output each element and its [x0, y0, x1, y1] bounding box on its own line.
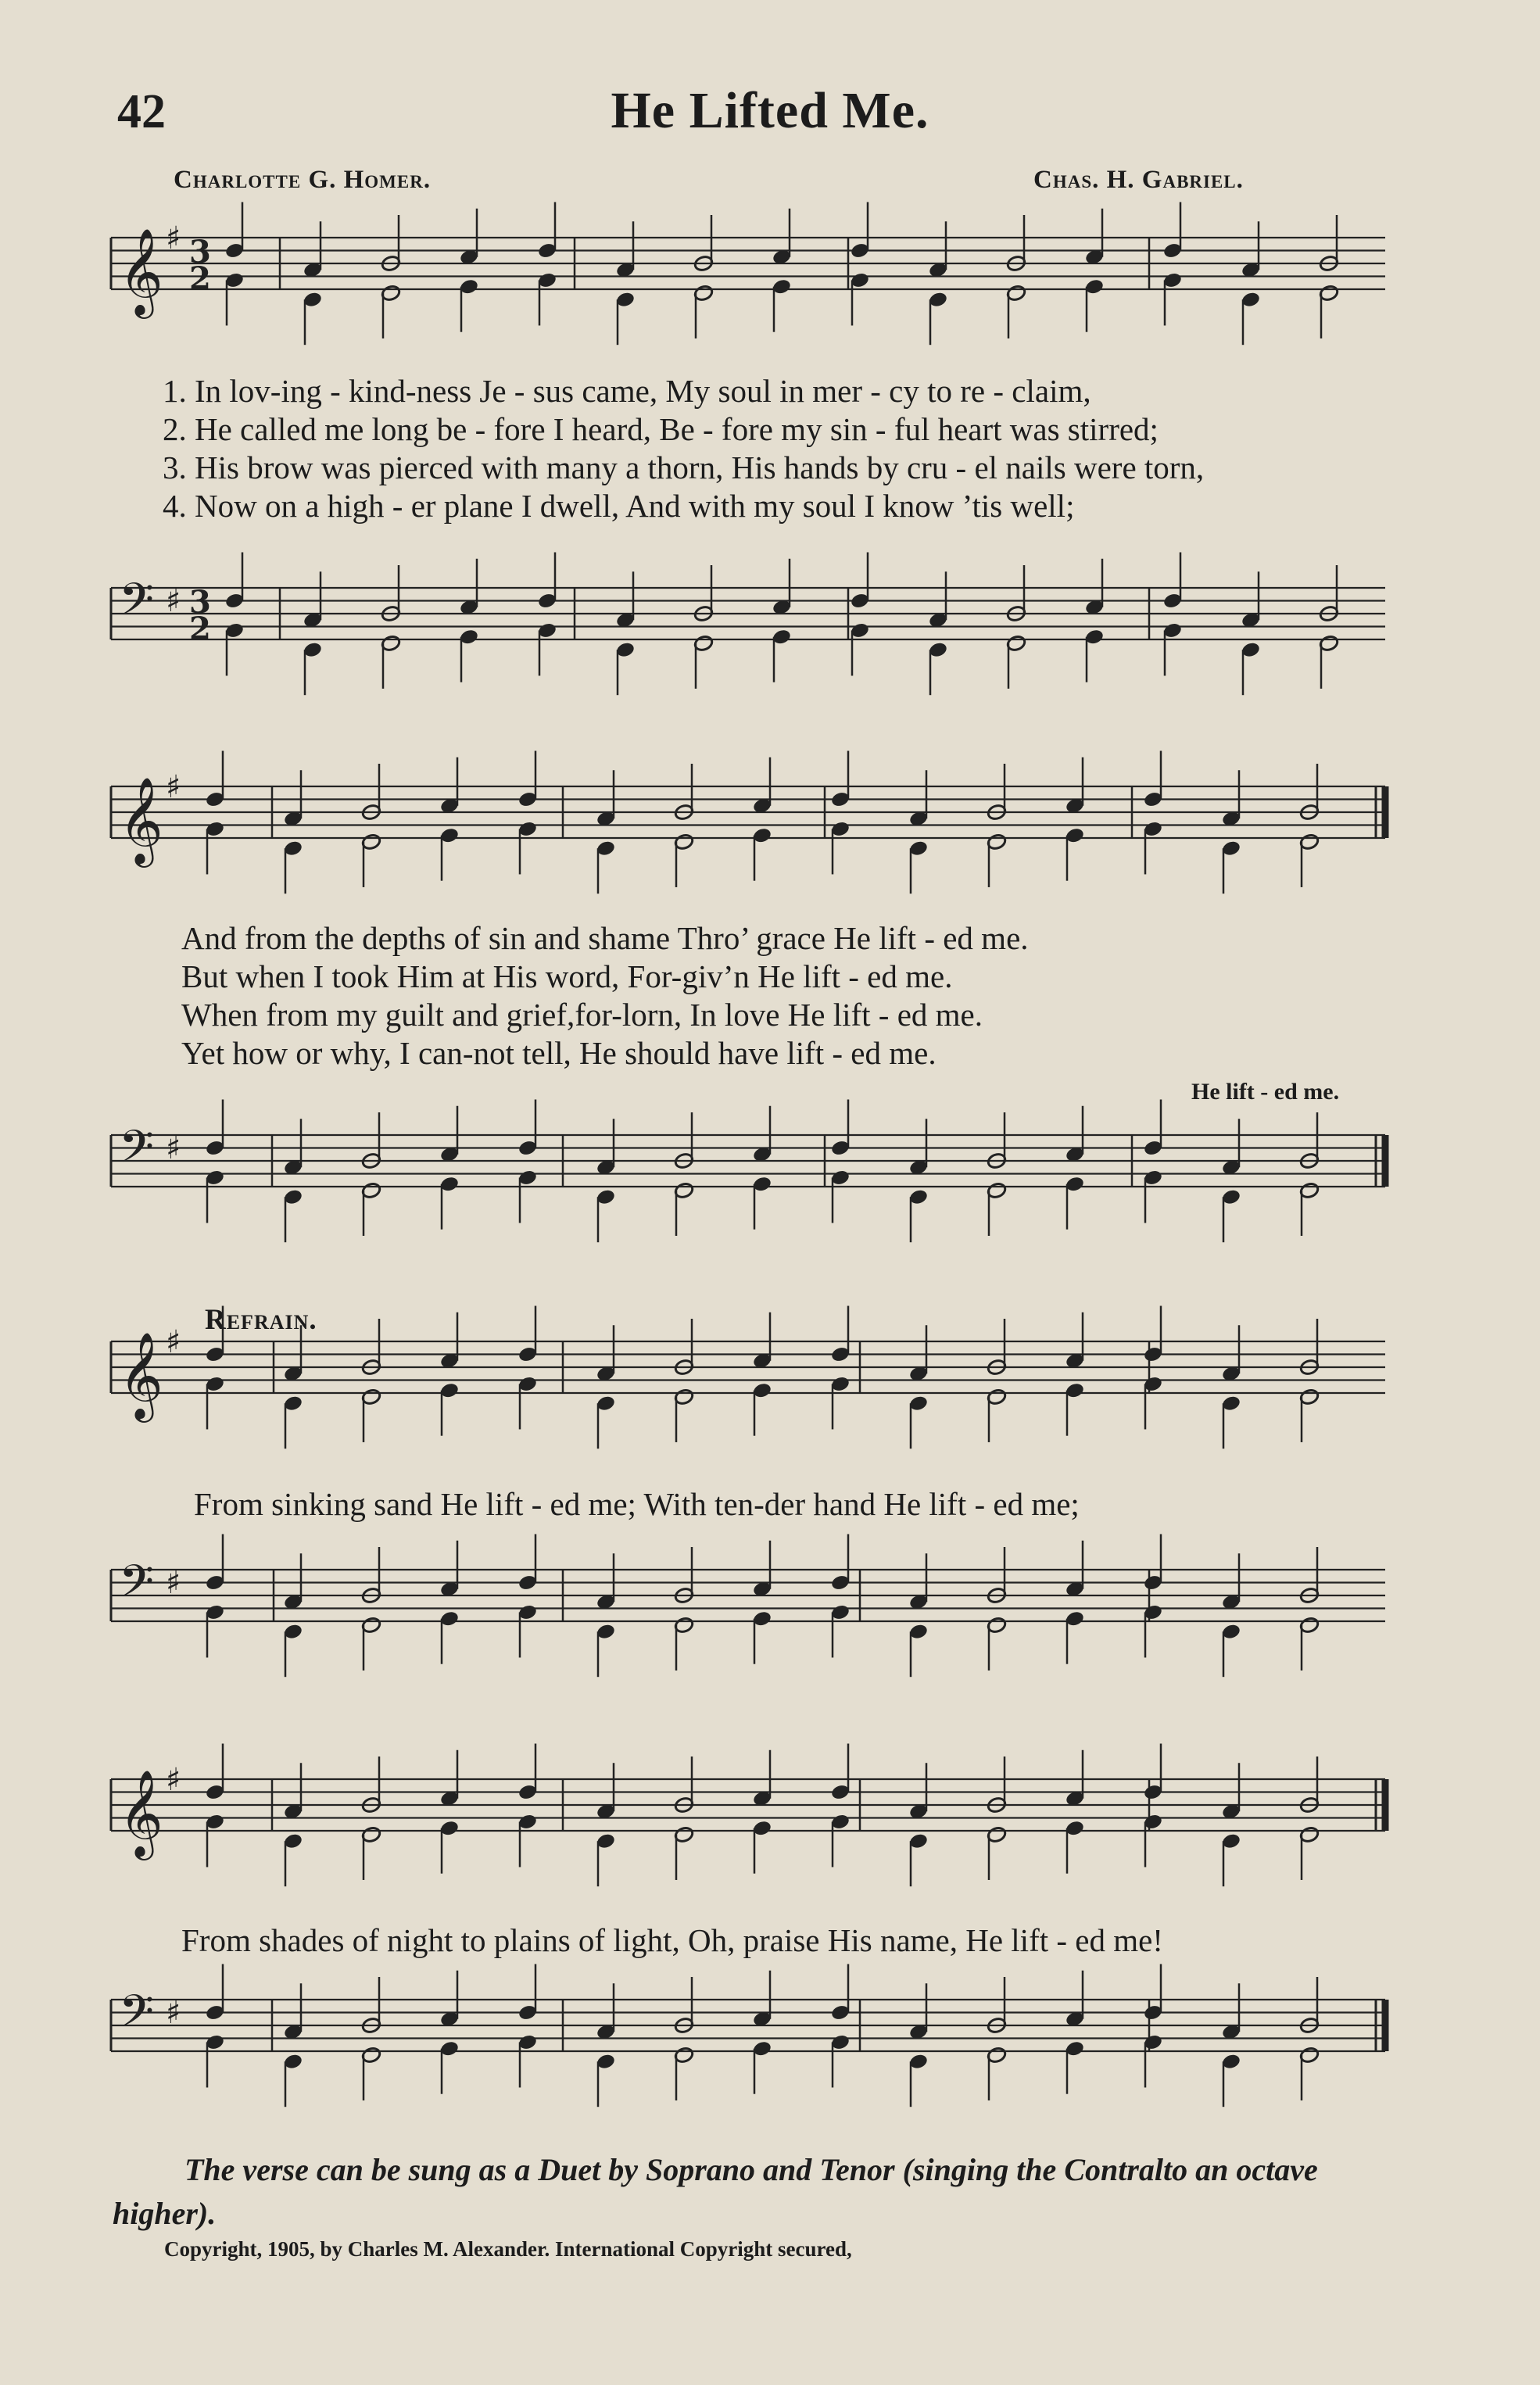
lyric-line: 3. His brow was pierced with many a thorn, His hands by cru - el nails were torn,	[163, 449, 1205, 485]
treble-staff-system-4	[0, 1762, 1540, 1892]
copyright-notice: Copyright, 1905, by Charles M. Alexander. International Copyright secured,	[164, 2237, 852, 2261]
lyric-line: But when I took Him at His word, For-giv’n He lift - ed me.	[181, 958, 953, 994]
bass-clef-icon: 𝄢	[119, 1985, 155, 2049]
key-signature-sharp-icon: ♯	[166, 583, 181, 619]
tenor-echo-lyric: He lift - ed me.	[1191, 1079, 1340, 1105]
key-signature-sharp-icon: ♯	[166, 769, 181, 805]
treble-clef-icon: 𝄞	[119, 776, 163, 864]
time-signature: 3	[189, 234, 211, 270]
time-signature: 2	[189, 260, 211, 297]
key-signature-sharp-icon: ♯	[166, 1130, 181, 1166]
bass-clef-icon: 𝄢	[119, 573, 155, 637]
bass-staff-system-2	[0, 1120, 1540, 1235]
refrain-lyric-2: From shades of night to plains of light, Oh, praise His name, He lift - ed me!	[181, 1922, 1163, 1958]
refrain-lyric-1: From sinking sand He lift - ed me; With ten-der hand He lift - ed me;	[194, 1486, 1080, 1522]
page-number: 42	[117, 85, 166, 138]
treble-clef-icon: 𝄞	[119, 227, 163, 315]
key-signature-sharp-icon: ♯	[166, 220, 181, 256]
refrain-label: Refrain.	[205, 1304, 317, 1336]
lyric-line: 4. Now on a high - er plane I dwell, And with my soul I know ’tis well;	[163, 488, 1075, 524]
key-signature-sharp-icon: ♯	[166, 1324, 181, 1360]
treble-clef-icon: 𝄞	[119, 1769, 163, 1857]
time-signature: 2	[189, 611, 211, 647]
bass-clef-icon: 𝄢	[119, 1120, 155, 1184]
lyric-line: 1. In lov-ing - kind-ness Je - sus came, My soul in mer - cy to re - claim,	[163, 373, 1091, 409]
lyric-line: 2. He called me long be - fore I heard, Be - fore my sin - ful heart was stirred;	[163, 411, 1159, 447]
lyric-line: When from my guilt and grief,for-lorn, In love He lift - ed me.	[181, 997, 983, 1033]
key-signature-sharp-icon: ♯	[166, 1762, 181, 1798]
treble-staff-system-3	[0, 1324, 1540, 1438]
bass-staff-system-3	[0, 1556, 1540, 1673]
composer-credit: Chas. H. Gabriel.	[1033, 166, 1244, 194]
treble-clef-icon: 𝄞	[119, 1331, 163, 1419]
lyricist-credit: Charlotte G. Homer.	[174, 166, 432, 194]
bass-staff-system-1	[0, 573, 1540, 688]
treble-staff-system-2	[0, 769, 1540, 899]
hymn-title: He Lifted Me.	[611, 82, 929, 139]
key-signature-sharp-icon: ♯	[166, 1995, 181, 2031]
lyric-line: Yet how or why, I can-not tell, He should have lift - ed me.	[181, 1035, 937, 1071]
bass-staff-system-4	[0, 1986, 1540, 2103]
time-signature: 3	[189, 584, 211, 621]
lyric-line: And from the depths of sin and shame Thro’ grace He lift - ed me.	[181, 920, 1029, 956]
bass-clef-icon: 𝄢	[119, 1555, 155, 1619]
key-signature-sharp-icon: ♯	[166, 1565, 181, 1601]
performance-footnote: The verse can be sung as a Duet by Soprano and Tenor (singing the Contralto an octave higher).	[113, 2152, 1318, 2231]
treble-staff-system-1	[0, 220, 1540, 352]
